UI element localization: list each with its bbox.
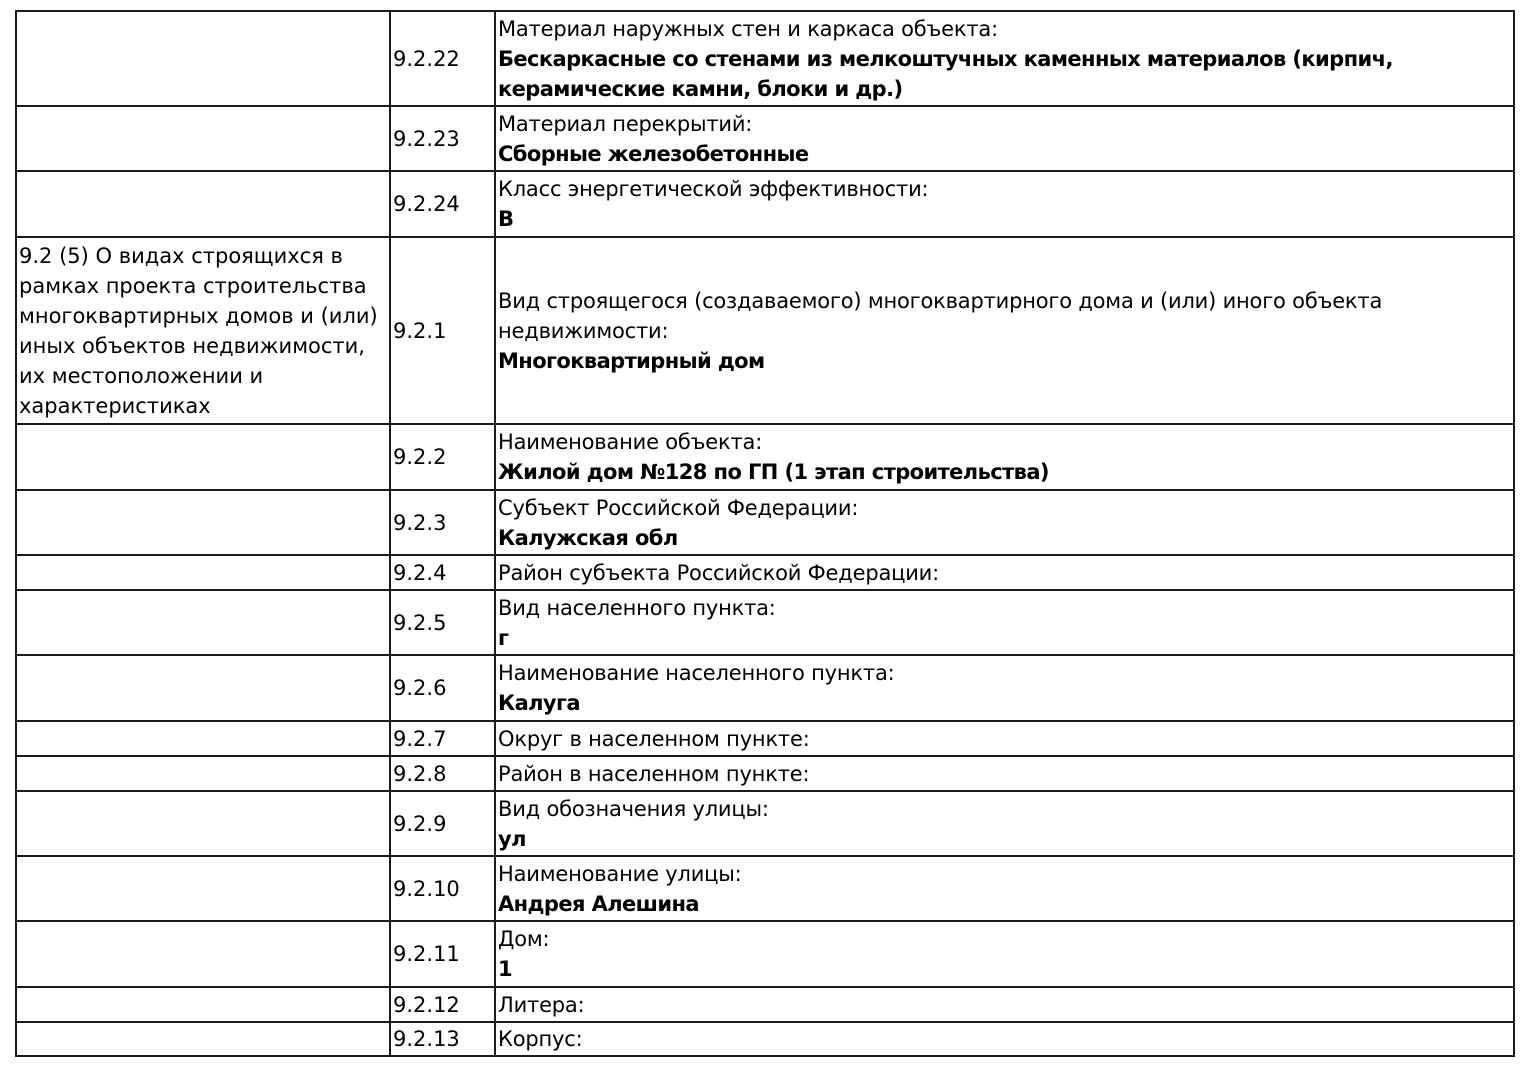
table-row	[16, 756, 1514, 791]
item-value: Калуга	[498, 691, 580, 715]
item-label: Литера:	[498, 992, 585, 1017]
table-row	[16, 424, 1514, 490]
item-content	[495, 921, 1514, 987]
section-cell	[16, 1022, 390, 1056]
table-row	[16, 590, 1514, 655]
item-label: Материал перекрытий:	[498, 111, 753, 136]
item-content	[495, 106, 1514, 171]
table-row	[16, 856, 1514, 921]
item-content	[495, 655, 1514, 721]
section-cell	[16, 655, 390, 721]
item-value: Бескаркасные со стенами из мелкоштучных каменных материалов (кирпич, керамические камни, блоки и др.)	[498, 46, 1393, 101]
table-row	[16, 490, 1514, 555]
table-row	[16, 721, 1514, 756]
section-title: 9.2 (5) О видах строящихся в рамках проекта строительства многоквартирных домов и (или) иных объектов недвижимости, их местоположении и характеристиках	[16, 237, 390, 424]
item-number: 9.2.13	[390, 1022, 495, 1056]
item-value: Калужская обл	[498, 525, 678, 550]
item-label: Субъект Российской Федерации:	[498, 495, 859, 520]
table-row	[16, 106, 1514, 171]
section-cell	[16, 424, 390, 490]
item-number: 9.2.7	[390, 721, 495, 756]
item-number: 9.2.10	[390, 856, 495, 921]
item-label: Вид обозначения улицы:	[498, 796, 769, 821]
section-cell	[16, 171, 390, 237]
item-label: Материал наружных стен и каркаса объекта:	[498, 16, 998, 41]
section-cell	[16, 590, 390, 655]
table-row	[16, 655, 1514, 721]
section-cell	[16, 11, 390, 106]
item-value: Андрея Алешина	[498, 891, 699, 916]
item-content	[495, 721, 1514, 756]
item-number: 9.2.6	[390, 655, 495, 721]
table-row	[16, 791, 1514, 856]
section-cell	[16, 721, 390, 756]
item-number: 9.2.23	[390, 106, 495, 171]
item-content	[495, 555, 1514, 590]
item-label: Вид строящегося (создаваемого) многоквартирного дома и (или) иного объекта недвижимости:	[498, 288, 1383, 343]
item-number: 9.2.22	[390, 11, 495, 106]
item-number: 9.2.5	[390, 590, 495, 655]
item-value: В	[498, 207, 514, 231]
item-number: 9.2.2	[390, 424, 495, 490]
item-label: Район субъекта Российской Федерации:	[498, 560, 939, 585]
item-number: 9.2.9	[390, 791, 495, 856]
item-label: Корпус:	[498, 1027, 583, 1051]
item-number: 9.2.1	[390, 237, 495, 424]
item-content	[495, 490, 1514, 555]
item-value: ул	[498, 826, 526, 851]
item-value: Многоквартирный дом	[498, 348, 765, 373]
item-label: Дом:	[498, 927, 550, 951]
item-label: Район в населенном пункте:	[498, 761, 810, 786]
section-cell	[16, 756, 390, 791]
section-cell	[16, 555, 390, 590]
item-label: Класс энергетической эффективности:	[498, 177, 929, 201]
item-content	[495, 171, 1514, 237]
item-content	[495, 424, 1514, 490]
item-value: 1	[498, 957, 513, 981]
table-row	[16, 555, 1514, 590]
item-content	[495, 856, 1514, 921]
declaration-table	[15, 10, 1515, 1057]
item-number: 9.2.12	[390, 987, 495, 1022]
table-row	[16, 11, 1514, 106]
item-number: 9.2.24	[390, 171, 495, 237]
item-content	[495, 237, 1514, 424]
item-label: Наименование населенного пункта:	[498, 661, 895, 685]
table-row	[16, 921, 1514, 987]
table-row	[16, 987, 1514, 1022]
item-label: Наименование улицы:	[498, 861, 742, 886]
item-value: Жилой дом №128 по ГП (1 этап строительства)	[498, 460, 1049, 484]
item-value: г	[498, 625, 509, 650]
item-content	[495, 1022, 1514, 1056]
item-number: 9.2.8	[390, 756, 495, 791]
item-content	[495, 756, 1514, 791]
section-cell	[16, 791, 390, 856]
section-cell	[16, 987, 390, 1022]
section-cell	[16, 106, 390, 171]
table-row	[16, 237, 1514, 424]
item-number: 9.2.11	[390, 921, 495, 987]
section-cell	[16, 490, 390, 555]
item-number: 9.2.4	[390, 555, 495, 590]
item-label: Округ в населенном пункте:	[498, 726, 810, 751]
item-content	[495, 791, 1514, 856]
item-value: Сборные железобетонные	[498, 141, 809, 166]
section-cell	[16, 856, 390, 921]
table-row	[16, 171, 1514, 237]
table-row	[16, 1022, 1514, 1056]
item-number: 9.2.3	[390, 490, 495, 555]
item-content	[495, 11, 1514, 106]
item-content	[495, 987, 1514, 1022]
item-content	[495, 590, 1514, 655]
section-cell	[16, 921, 390, 987]
item-label: Вид населенного пункта:	[498, 595, 776, 620]
item-label: Наименование объекта:	[498, 430, 763, 454]
